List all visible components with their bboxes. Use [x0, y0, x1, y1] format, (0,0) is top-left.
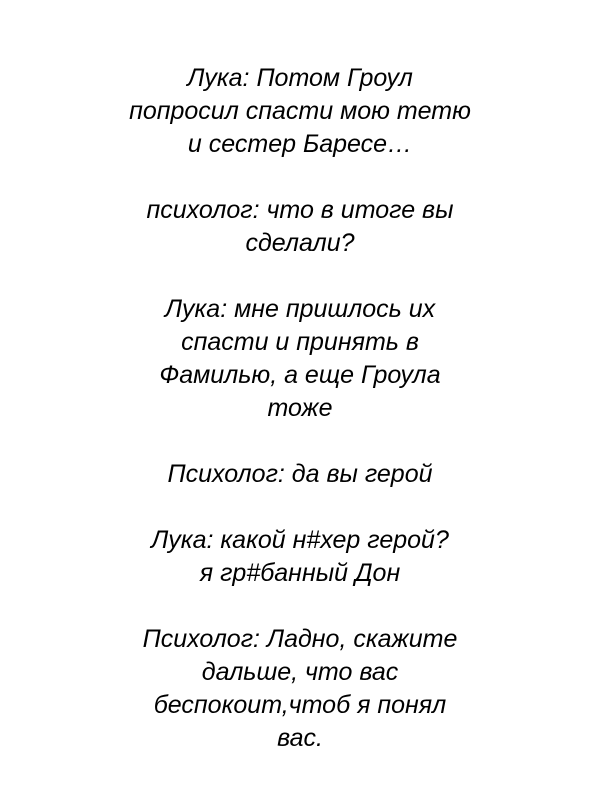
dialogue-line: и сестер Баресе…	[187, 130, 413, 158]
dialogue-line: тоже	[267, 394, 333, 422]
dialogue-line: попросил спасти мою тетю	[129, 97, 471, 125]
dialogue-block-psychologist-1	[90, 194, 510, 260]
dialogue-line: Лука: какой н#хер герой?	[151, 526, 449, 554]
dialogue-line: Фамилью, а еще Гроула	[159, 361, 441, 389]
dialogue-block-luka-2	[90, 293, 510, 425]
dialogue-line: беспокоит,чтоб я понял	[153, 691, 447, 719]
dialogue-line: Психолог: да вы герой	[167, 460, 433, 488]
dialogue-line: Лука: мне пришлось их	[164, 295, 436, 323]
dialogue-line: Психолог: Ладно, скажите	[142, 625, 458, 653]
dialogue-line: вас.	[277, 724, 323, 752]
dialogue-line: Лука: Потом Гроул	[187, 64, 413, 92]
dialogue-block-psychologist-3	[90, 623, 510, 755]
dialogue-line: психолог: что в итоге вы	[146, 196, 454, 224]
dialogue-line: дальше, что вас	[201, 658, 399, 686]
dialogue-block-luka-3	[90, 524, 510, 590]
dialogue-line: спасти и принять в	[181, 328, 419, 356]
dialogue-block-luka-1	[90, 62, 510, 161]
dialogue-block-psychologist-2	[90, 458, 510, 491]
dialogue-line: сделали?	[245, 229, 355, 257]
dialogue-line: я гр#банный Дон	[199, 559, 401, 587]
